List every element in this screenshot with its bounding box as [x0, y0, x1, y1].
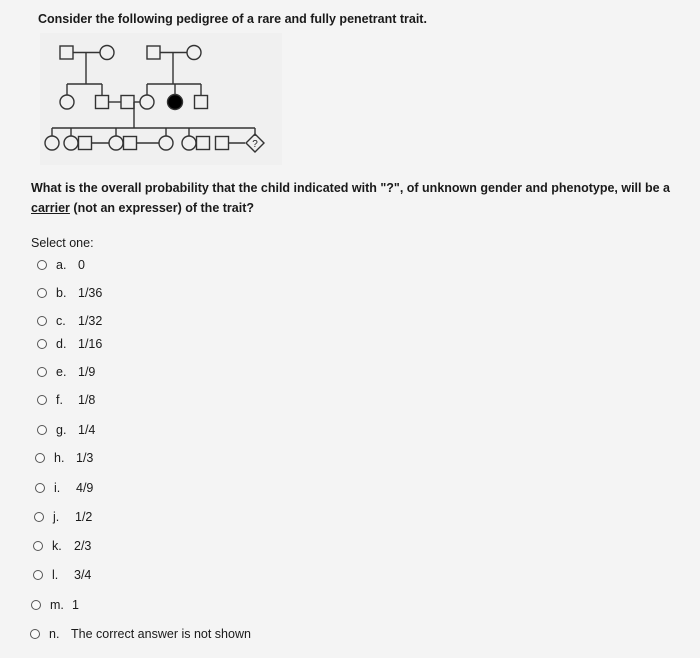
- option-f[interactable]: f. 1/8: [37, 391, 95, 409]
- radio-icon[interactable]: [33, 570, 43, 580]
- option-g[interactable]: g. 1/4: [37, 421, 95, 439]
- radio-icon[interactable]: [37, 425, 47, 435]
- radio-icon[interactable]: [33, 541, 43, 551]
- radio-icon[interactable]: [35, 453, 45, 463]
- option-b[interactable]: b. 1/36: [37, 284, 102, 302]
- radio-icon[interactable]: [37, 288, 47, 298]
- select-one-label: Select one:: [31, 236, 94, 250]
- radio-icon[interactable]: [34, 512, 44, 522]
- unknown-child-label: ?: [252, 139, 258, 150]
- option-i[interactable]: i. 4/9: [35, 479, 93, 497]
- option-d[interactable]: d. 1/16: [37, 335, 102, 353]
- option-h[interactable]: h. 1/3: [35, 449, 93, 467]
- option-m[interactable]: m. 1: [31, 596, 79, 614]
- option-j[interactable]: j. 1/2: [34, 508, 92, 526]
- option-e[interactable]: e. 1/9: [37, 363, 95, 381]
- option-n[interactable]: n. The correct answer is not shown: [30, 625, 251, 643]
- question-title: Consider the following pedigree of a rare and fully penetrant trait.: [38, 12, 427, 26]
- question-text: What is the overall probability that the child indicated with "?", of unknown gender and phenotype, will be a carrier (not an expresser) of the trait?: [31, 181, 670, 215]
- radio-icon[interactable]: [37, 316, 47, 326]
- radio-icon[interactable]: [37, 395, 47, 405]
- option-k[interactable]: k. 2/3: [33, 537, 91, 555]
- radio-icon[interactable]: [37, 339, 47, 349]
- radio-icon[interactable]: [37, 260, 47, 270]
- option-a[interactable]: a. 0: [37, 256, 85, 274]
- option-l[interactable]: l. 3/4: [33, 566, 91, 584]
- radio-icon[interactable]: [35, 483, 45, 493]
- radio-icon[interactable]: [31, 600, 41, 610]
- radio-icon[interactable]: [30, 629, 40, 639]
- option-c[interactable]: c. 1/32: [37, 312, 102, 330]
- radio-icon[interactable]: [37, 367, 47, 377]
- carrier-underlined: carrier: [31, 201, 70, 215]
